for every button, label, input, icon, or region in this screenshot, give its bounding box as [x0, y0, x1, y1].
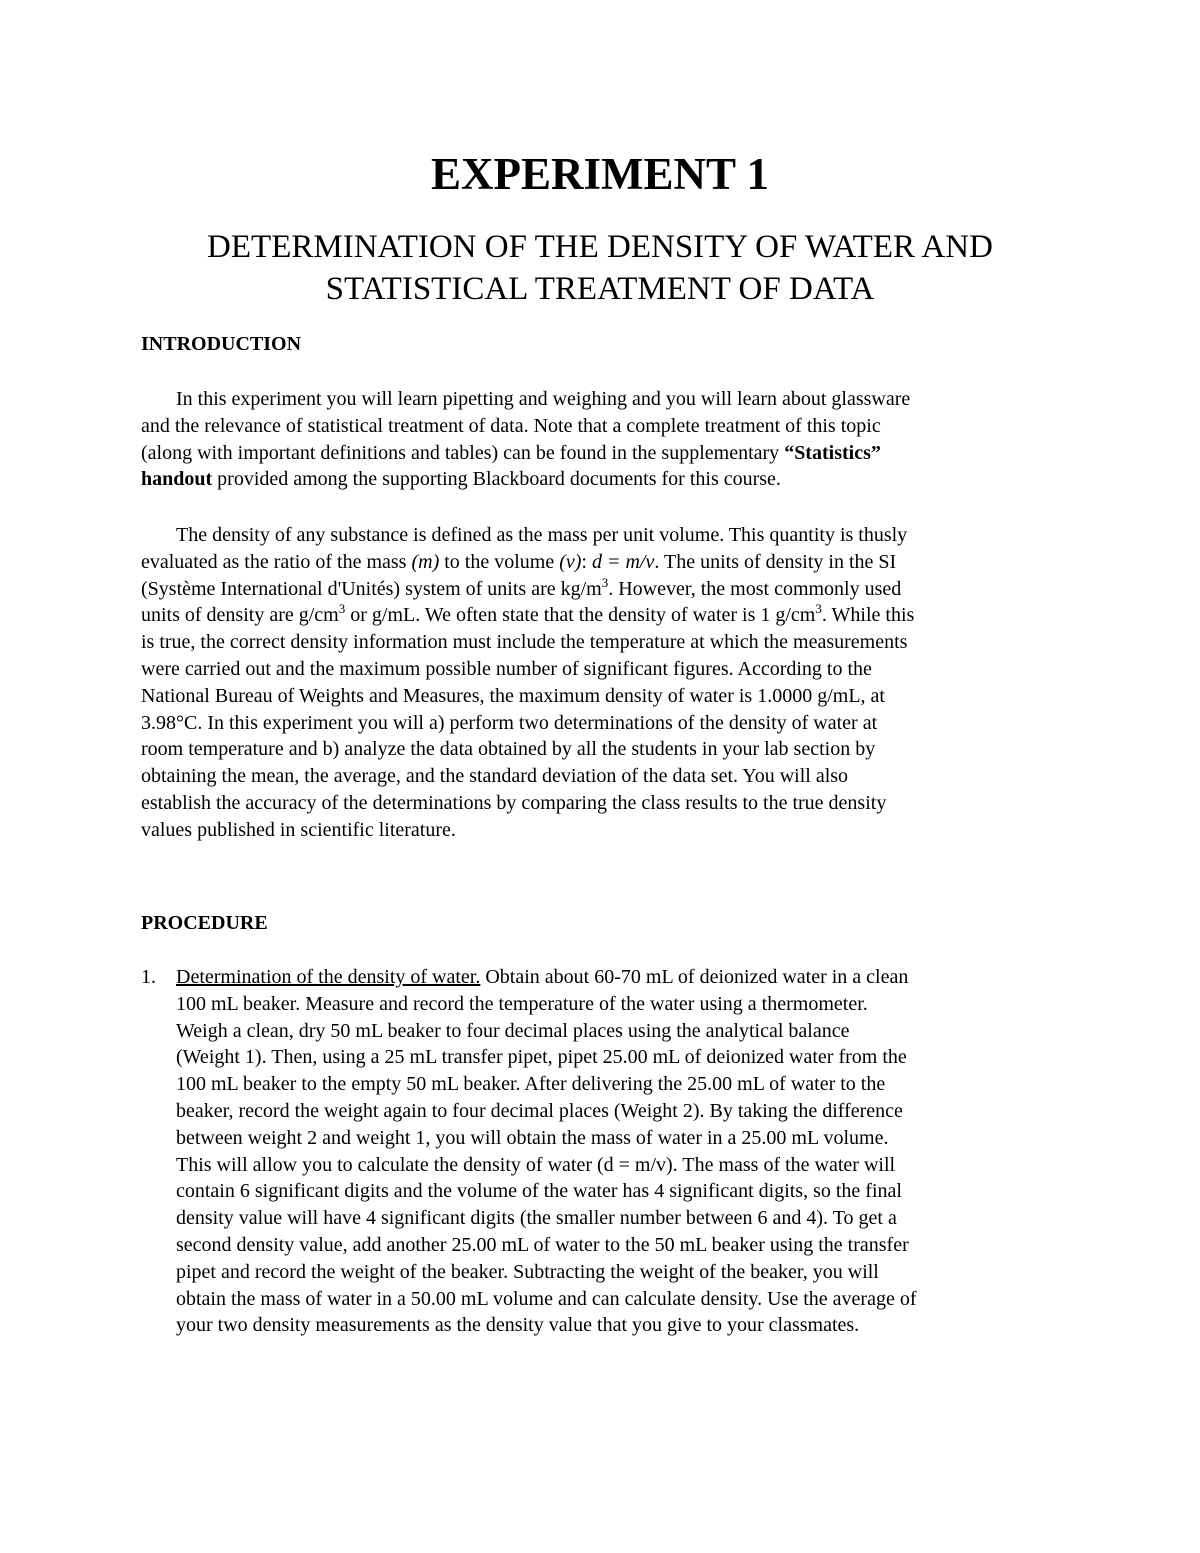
text-line: is true, the correct density information must include the temperature at which the measurements — [141, 631, 908, 654]
text-run: (along with important definitions and tables) can be found in the supplementary — [141, 441, 785, 464]
introduction-heading: INTRODUCTION — [141, 333, 302, 355]
volume-symbol: (v) — [559, 550, 582, 573]
introduction-paragraph-1 — [141, 386, 1061, 493]
text-line: second density value, add another 25.00 mL of water to the 50 mL beaker using the transfer — [176, 1233, 909, 1256]
text-run: . The units of density in the SI — [654, 550, 897, 573]
text-line — [141, 440, 1061, 467]
page-title: EXPERIMENT 1 — [431, 149, 769, 199]
text-line: Weigh a clean, dry 50 mL beaker to four decimal places using the analytical balance — [176, 1019, 850, 1042]
text-line: your two density measurements as the density value that you give to your classmates. — [176, 1314, 860, 1337]
superscript: 3 — [815, 601, 822, 617]
text-line — [141, 602, 1061, 629]
text-line — [141, 549, 1061, 576]
text-line: between weight 2 and weight 1, you will obtain the mass of water in a 25.00 mL volume. — [176, 1126, 889, 1149]
text-line: In this experiment you will learn pipetting and weighing and you will learn about glassware — [176, 388, 911, 410]
text-line — [141, 576, 1061, 603]
handout-word: handout — [141, 468, 213, 491]
text-run: (Système International d'Unités) system of units are kg/m — [141, 577, 602, 600]
superscript: 3 — [601, 574, 609, 590]
text-run: to the volume — [439, 550, 560, 573]
text-run: or g/mL. We often state that the density of water is 1 g/cm — [345, 604, 816, 627]
text-line: establish the accuracy of the determinations by comparing the class results to the true density — [141, 791, 887, 814]
text-line: National Bureau of Weights and Measures, the maximum density of water is 1.0000 g/mL, at — [141, 684, 885, 707]
text-line: (Weight 1). Then, using a 25 mL transfer pipet, pipet 25.00 mL of deionized water from the — [176, 1046, 907, 1069]
text-line: 3.98°C. In this experiment you will a) perform two determinations of the density of water at — [141, 711, 878, 734]
text-run: units of density are g/cm — [141, 604, 339, 627]
superscript: 3 — [338, 601, 346, 617]
list-item — [176, 964, 1076, 1339]
document-subtitle — [0, 226, 1200, 310]
text-line: room temperature and b) analyze the data obtained by all the students in your lab section by — [141, 738, 876, 761]
list-item-number: 1. — [141, 966, 156, 988]
step-title: Determination of the density of water. — [176, 966, 481, 988]
statistics-handout-title: “Statistics” — [784, 441, 881, 464]
text-line: and the relevance of statistical treatment of data. Note that a complete treatment of this topic — [141, 414, 881, 437]
procedure-heading: PROCEDURE — [141, 912, 268, 934]
text-line: values published in scientific literature. — [141, 818, 456, 841]
introduction-paragraph-2 — [141, 522, 1061, 844]
text-line: beaker, record the weight again to four decimal places (Weight 2). By taking the difference — [176, 1099, 903, 1122]
text-line: obtaining the mean, the average, and the standard deviation of the data set. You will also — [141, 765, 849, 788]
text-line: The density of any substance is defined as the mass per unit volume. This quantity is thusly — [176, 524, 908, 546]
text-line: 100 mL beaker to the empty 50 mL beaker. After delivering the 25.00 mL of water to the — [176, 1073, 886, 1096]
text-run: Obtain about 60-70 mL of deionized water in a clean — [480, 966, 909, 988]
text-run: : — [581, 550, 592, 573]
text-run: . While this — [821, 604, 915, 627]
text-line: contain 6 significant digits and the volume of the water has 4 significant digits, so the final — [176, 1180, 902, 1203]
subtitle-line-2: STATISTICAL TREATMENT OF DATA — [325, 271, 875, 307]
text-line: 100 mL beaker. Measure and record the temperature of the water using a thermometer. — [176, 992, 868, 1015]
subtitle-line-1: DETERMINATION OF THE DENSITY OF WATER AND — [207, 229, 993, 265]
text-run: evaluated as the ratio of the mass — [141, 550, 412, 573]
text-line: were carried out and the maximum possible number of significant figures. According to the — [141, 657, 872, 680]
text-line: pipet and record the weight of the beaker. Subtracting the weight of the beaker, you will — [176, 1260, 879, 1283]
text-line: This will allow you to calculate the density of water (d = m/v). The mass of the water will — [176, 1153, 896, 1176]
text-line — [141, 466, 1061, 493]
text-line — [176, 964, 1076, 991]
text-line: density value will have 4 significant digits (the smaller number between 6 and 4). To get a — [176, 1207, 897, 1230]
mass-symbol: (m) — [411, 550, 440, 573]
density-formula: d = m/v — [591, 550, 655, 573]
text-run: provided among the supporting Blackboard documents for this course. — [212, 468, 781, 491]
text-run: . However, the most commonly used — [608, 577, 902, 600]
text-line: obtain the mass of water in a 50.00 mL volume and can calculate density. Use the average of — [176, 1287, 917, 1310]
